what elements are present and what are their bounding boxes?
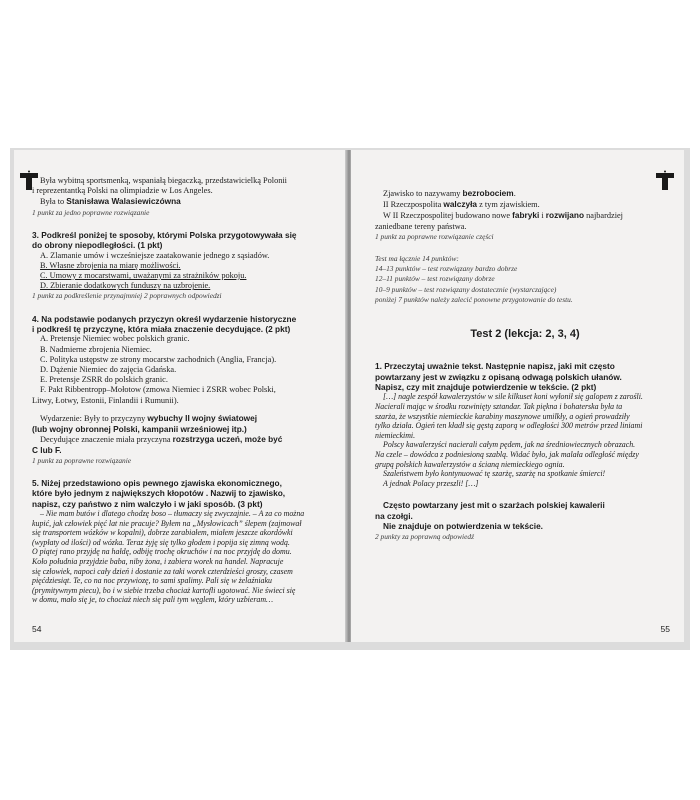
page-number: 54: [32, 624, 42, 634]
q1-answer: Nie znajduje on potwierdzenia w tekście.: [383, 521, 543, 532]
q4-option: D. Dążenie Niemiec do zajęcia Gdańska.: [40, 365, 177, 375]
answer-line: W II Rzeczpospolitej budowano nowe fabryki i rozwijano najbardziej: [383, 210, 623, 221]
q5-title: 5. Niżej przedstawiono opis pewnego zjawiska ekonomicznego,: [32, 477, 282, 488]
q4-option: F. Pakt Ribbentropp–Mołotow (zmowa Niemiec i ZSRR wobec Polski,: [40, 385, 276, 395]
answer-line: Zjawisko to nazywamy bezrobociem.: [383, 188, 516, 198]
answer-note: 1 punkt za poprawne rozwiązanie części: [375, 231, 494, 241]
intro-line: Była wybitną sportsmenką, wspaniałą biegaczką, przedstawicielką Polonii: [40, 176, 287, 185]
q1-title: Napisz, czy mit znajduje potwierdzenie w tekście. (2 pkt): [375, 382, 597, 393]
q3-title: do obrony niepodległości. (1 pkt): [32, 240, 163, 251]
q1-title: 1. Przeczytaj uważnie tekst. Następnie napisz, jaki mit często: [375, 361, 615, 372]
q4-title: 4. Na podstawie podanych przyczyn określ wydarzenie historyczne: [32, 313, 297, 324]
q4-event: Wydarzenie: Były to przyczyny wybuchy II wojny światowej: [40, 412, 258, 423]
answer-line: zaniedbane tereny państwa.: [375, 221, 467, 231]
q4-decisive: Decydujące znaczenie miała przyczyna rozstrzyga uczeń, może być: [40, 434, 283, 445]
q4-option: A. Pretensje Niemiec wobec polskich granic.: [40, 334, 190, 344]
answer-name: Stanisława Walasiewiczówna: [66, 196, 181, 207]
right-page: [351, 150, 684, 642]
left-page: [14, 150, 347, 642]
answer-note: 1 punkt za jedno poprawne rozwiązanie: [32, 207, 150, 217]
test-title: Test 2 (lekcja: 2, 3, 4): [470, 328, 580, 341]
intro-line: i reprezentantką Polski na olimpiadzie w Los Angeles.: [32, 186, 213, 196]
q4-title: i podkreśl tę przyczynę, która miała znaczenie decydujące. (2 pkt): [32, 324, 291, 335]
q5-title: napisz, czy państwo z nim walczyło i w jaki sposób. (3 pkt): [32, 498, 263, 509]
q4-option: Litwy, Łotwy, Estonii, Finlandii i Rumunii).: [32, 395, 179, 405]
q1-note: 2 punkty za poprawną odpowiedź: [375, 531, 474, 541]
q1-quote: […] nagle zespół kawalerzystów w sile kilkuset koni wyłonił się galopem z zarośli. Nacierali mając w środku rozwinięty sztandar. Tak piękna i bohaterska była ta szarża, że wszystkie niemieckie karabiny maszynowe umilkły, a ogień prowadziły tylko działa. Ogień ten kładł się gęstą zaporą w odległości 300 metrów przed liniami niemieckimi. Polscy kawalerzyści nacierali całym pędem, jak na średniowiecznych obrazach. Na czele – dowódca z podniesioną szablą. Widać było, jak malała odległość między grupą polskich kawalerzystów a ścianą niemieckiego ognia. Szaleństwem było kontynuować tę szarżę, szarżę na spotkanie śmierci! A jednak Polacy przeszli! […]: [375, 392, 643, 488]
page-number: 55: [660, 624, 670, 634]
q3-note: 1 punkt za podkreślenie przynajmniej 2 poprawnych odpowiedzi: [32, 291, 222, 301]
q5-quote: – Nie mam butów i dlatego chodzę boso – tłumaczy się zwyczajnie. – A za co można kupić, jak człowiek pięć lat nie pracuje? Byłem na „Mysłowicach” ślepem (zajmował się transportem wózków w kopalni), dobrze zarabiałem, miałem jeszcze akordówki (wypłaty od ilości) od wózka. Teraz żyję się tylko głodem i popija się zimną wodą. O piątej rano przyjdę na hałdę, odbiję trochę okruchów i na noc przyjdę do domu. Koło południa przyjdzie baba, niby żona, i zabiera worek na handel. Napracuje się człowiek, napoci cały dzień i dostanie za taki worek czterdzieści groszy, czasem pięćdziesiąt. Te, co na noc przywiozę, to sami spalimy. Pali się w żelaźniaku (prymitywnym piecu), bo i w siebie trzeba chociaż kartofli ugotować. Nie świeci się w domu, mało się je, to chociaż niech się pali tym węglem, który uzbieram…: [32, 509, 305, 605]
left-page-content: [32, 176, 332, 605]
q3-title: 3. Podkreśl poniżej te sposoby, którymi Polska przygotowywała się: [32, 229, 297, 240]
q1-answer: na czołgi.: [375, 510, 413, 521]
answer-line: Była to Stanisława Walasiewiczówna: [40, 196, 181, 207]
q1-answer: Często powtarzany jest mit o szarżach polskiej kawalerii: [383, 500, 605, 511]
q1-title: powtarzany jest w związku z opisaną odwagą polskich ułanów.: [375, 371, 622, 382]
q5-title: które było jednym z największych kłopotów . Nazwij to zjawisko,: [32, 488, 286, 499]
answer-line: II Rzeczpospolita walczyła z tym zjawiskiem.: [383, 199, 540, 210]
q3-option: A. Zlamanie umów i wcześniejsze zaatakowanie jednego z sąsiadów.: [40, 250, 270, 260]
q3-option: B. Własne zbrojenia na miarę możliwości.: [40, 260, 181, 270]
score-scale: Test ma łącznie 14 punktów: 14–13 punktów – test rozwiązany bardzo dobrze 12–11 punktów – test rozwiązany dobrze 10–9 punktów – test rozwiązany dostatecznie (wystarczające) poniżej 7 punktów należy zalecić ponowne przygotowanie do testu.: [375, 254, 573, 304]
q4-option: B. Nadmierne zbrojenia Niemiec.: [40, 344, 152, 354]
q3-option: C. Umowy z mocarstwami, uważanymi za strażników pokoju.: [40, 271, 247, 281]
q4-event-alt: (lub wojny obronnej Polski, kampanii wrześniowej itp.): [32, 424, 247, 435]
q4-option: E. Pretensje ZSRR do polskich granic.: [40, 375, 168, 385]
right-page-content: [375, 188, 675, 542]
q4-option: C. Polityka ustępstw ze strony mocarstw zachodnich (Anglia, Francja).: [40, 354, 277, 364]
q3-option: D. Zbieranie dodatkowych funduszy na uzbrojenie.: [40, 281, 211, 291]
q4-note: 1 punkt za poprawne rozwiązanie: [32, 455, 132, 465]
q4-decisive-answer: C lub F.: [32, 445, 62, 456]
